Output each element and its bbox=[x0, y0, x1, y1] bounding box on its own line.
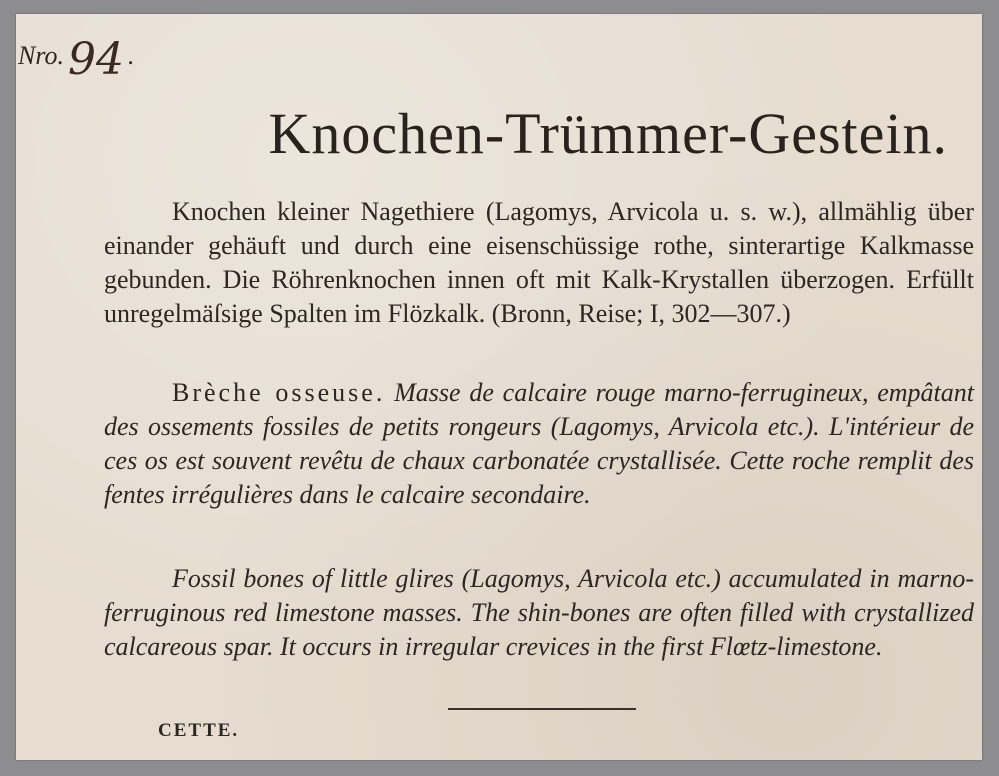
locality: CETTE. bbox=[158, 720, 240, 741]
label-title: Knochen-Trümmer-Gestein. bbox=[268, 101, 948, 166]
specimen-label bbox=[16, 14, 982, 760]
french-text: Masse de calcaire rouge marno-ferrugineux, empâtant des ossements fossiles de petits rongeurs (Lagomys, Arvicola etc.). L'intérieur de ces os est souvent revêtu de chaux carbonatée crystallisée. Cette roche remplit des fentes irrégulières dans le calcaire secondaire. bbox=[104, 378, 975, 509]
handwritten-number: 94 bbox=[68, 34, 124, 85]
french-heading: Brèche osseuse. bbox=[172, 378, 386, 407]
english-description: Fossil bones of little glires (Lagomys, Arvicola etc.) accumulated in marno-ferruginous red limestone masses. The shin-bones are often filled with crystallized calcareous spar. It occurs in irregular crevices in the first Flœtz-limestone. bbox=[104, 564, 974, 661]
number-prefix: Nro. bbox=[18, 41, 64, 70]
number-suffix: . bbox=[128, 41, 135, 70]
divider-rule bbox=[448, 708, 636, 710]
german-description: Knochen kleiner Nagethiere (Lagomys, Arvicola u. s. w.), allmählig über einander gehäuft und durch eine eisenschüssige rothe, sinterartige Kalkmasse gebunden. Die Röhrenknochen innen oft mit Kalk-Krystallen überzogen. Erfüllt unregelmäſsige Spalten im Flözkalk. (Bronn, Reise; I, 302—307.) bbox=[104, 197, 974, 328]
french-description bbox=[104, 376, 974, 512]
specimen-number bbox=[18, 24, 135, 85]
